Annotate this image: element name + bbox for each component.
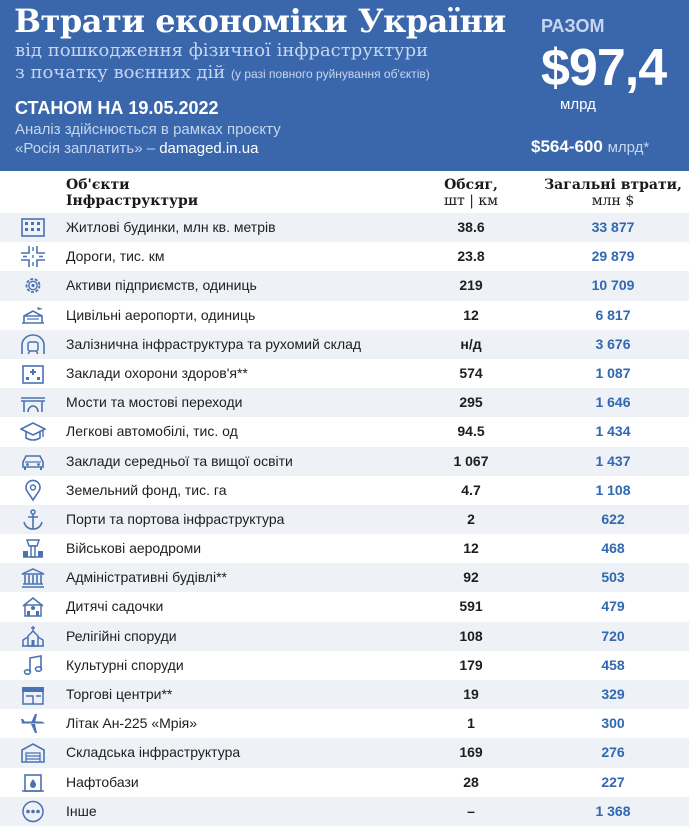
airport-icon xyxy=(20,304,46,327)
table-row xyxy=(0,651,689,680)
oil-tank-icon xyxy=(20,771,46,794)
total-unit: млрд xyxy=(560,96,596,113)
table-row xyxy=(0,330,689,359)
shopping-center-icon xyxy=(20,683,46,706)
warehouse-icon xyxy=(20,741,46,764)
row-name: Цивільні аеропорти, одиниць xyxy=(66,306,256,323)
row-name: Порти та портова інфраструктура xyxy=(66,510,285,527)
row-name: Військові аеродроми xyxy=(66,540,202,557)
gear-icon xyxy=(20,274,46,297)
losses-column-header xyxy=(538,177,688,209)
subtitle-note: (у разі повного руйнування об'єктів) xyxy=(231,67,430,81)
table-header xyxy=(0,171,689,213)
row-volume: 179 xyxy=(459,656,483,673)
row-losses: 227 xyxy=(601,773,625,790)
row-volume: 591 xyxy=(459,598,483,615)
train-tunnel-icon xyxy=(20,333,46,356)
table-row xyxy=(0,271,689,300)
row-name: Релігійні споруди xyxy=(66,627,177,644)
kindergarten-icon xyxy=(20,595,46,618)
row-volume: 12 xyxy=(463,306,479,323)
row-losses: 503 xyxy=(601,569,625,586)
row-name: Залізнична інфраструктура та рухомий склад xyxy=(66,335,362,352)
losses-header-line-2: млн $ xyxy=(591,193,635,209)
table-row xyxy=(0,242,689,271)
apartment-building-icon xyxy=(20,216,46,239)
row-losses: 10 709 xyxy=(591,277,635,294)
table-row xyxy=(0,476,689,505)
objects-header-line-1: Об'єкти xyxy=(66,177,130,193)
row-losses: 1 108 xyxy=(595,481,631,498)
music-note-icon xyxy=(20,654,46,677)
row-name: Інше xyxy=(66,802,97,819)
row-name: Житлові будинки, млн кв. метрів xyxy=(66,219,276,235)
row-name: Літак Ан-225 «Мрія» xyxy=(66,715,198,732)
volume-header-line-1: Обсяг, xyxy=(444,177,498,193)
project-site-link[interactable]: damaged.in.ua xyxy=(159,140,259,157)
administrative-building-icon xyxy=(20,566,46,589)
total-range-unit: млрд* xyxy=(607,139,650,156)
table-row xyxy=(0,447,689,476)
subtitle-line-2-text: з початку воєнних дій xyxy=(15,62,226,83)
table-row xyxy=(0,505,689,534)
table-row xyxy=(0,797,689,826)
church-icon xyxy=(20,625,46,648)
row-losses: 276 xyxy=(601,744,625,761)
row-volume: 4.7 xyxy=(461,481,481,498)
objects-column-header xyxy=(66,177,198,209)
row-name: Нафтобази xyxy=(66,773,139,790)
row-losses: 3 676 xyxy=(595,335,631,352)
row-name: Заклади середньої та вищої освіти xyxy=(66,452,293,469)
row-name: Складська інфраструктура xyxy=(66,744,241,761)
bridge-icon xyxy=(20,391,46,414)
row-name: Торгові центри** xyxy=(66,686,173,702)
airplane-icon xyxy=(20,712,46,735)
infrastructure-table xyxy=(0,213,689,826)
total-range xyxy=(531,137,649,157)
objects-header-line-2: Інфраструктури xyxy=(66,193,199,209)
more-icon xyxy=(20,800,46,823)
row-volume: 12 xyxy=(463,540,479,557)
row-volume: 574 xyxy=(459,364,483,381)
row-name: Культурні споруди xyxy=(66,656,184,673)
row-volume: 92 xyxy=(463,569,479,586)
total-range-value: $564-600 xyxy=(531,137,603,156)
control-tower-icon xyxy=(20,537,46,560)
analysis-project: «Росія заплатить» – xyxy=(15,140,160,157)
row-losses: 458 xyxy=(601,656,625,673)
table-row xyxy=(0,563,689,592)
infographic-header xyxy=(0,0,689,171)
map-pin-icon xyxy=(20,479,46,502)
row-losses: 1 434 xyxy=(595,423,631,440)
row-name: Легкові автомобілі, тис. од xyxy=(66,423,238,440)
row-losses: 1 368 xyxy=(595,802,631,819)
row-losses: 6 817 xyxy=(595,306,631,323)
row-volume: 108 xyxy=(459,627,483,644)
car-icon xyxy=(20,450,46,473)
volume-header-line-2: шт | км xyxy=(443,193,499,209)
hospital-icon xyxy=(20,362,46,385)
row-volume: 1 xyxy=(467,715,475,732)
table-row xyxy=(0,738,689,767)
row-name: Заклади охорони здоров'я** xyxy=(66,364,248,381)
row-volume: – xyxy=(467,802,475,819)
total-label: РАЗОМ xyxy=(541,16,605,36)
table-row xyxy=(0,359,689,388)
row-name: Активи підприємств, одиниць xyxy=(66,277,257,294)
total-value: $97,4 xyxy=(541,39,667,97)
graduation-cap-icon xyxy=(20,420,46,443)
losses-header-line-1: Загальні втрати, xyxy=(544,177,682,193)
row-name: Земельний фонд, тис. га xyxy=(66,481,227,498)
row-losses: 720 xyxy=(601,627,625,644)
table-row xyxy=(0,768,689,797)
table-row xyxy=(0,592,689,621)
row-losses: 1 437 xyxy=(595,452,631,469)
row-volume: 23.8 xyxy=(457,248,485,265)
row-volume: 94.5 xyxy=(457,423,485,440)
row-name: Дитячі садочки xyxy=(66,598,164,615)
row-volume: 2 xyxy=(467,510,475,527)
table-row xyxy=(0,534,689,563)
analysis-line-1: Аналіз здійснюється в рамках проєкту xyxy=(15,121,281,138)
row-volume: 295 xyxy=(459,394,483,411)
table-row xyxy=(0,417,689,446)
table-row xyxy=(0,680,689,709)
table-row xyxy=(0,388,689,417)
table-row xyxy=(0,709,689,738)
table-row xyxy=(0,301,689,330)
row-name: Дороги, тис. км xyxy=(66,248,165,265)
row-volume: н/д xyxy=(460,335,482,352)
row-losses: 1 646 xyxy=(595,394,631,411)
table-row xyxy=(0,213,689,242)
row-losses: 33 877 xyxy=(591,219,635,235)
anchor-icon xyxy=(20,508,46,531)
row-losses: 479 xyxy=(601,598,625,615)
page-title: Втрати економіки України xyxy=(14,2,506,40)
row-volume: 28 xyxy=(463,773,479,790)
volume-column-header xyxy=(428,177,514,209)
row-name: Адміністративні будівлі** xyxy=(66,569,227,586)
row-name: Мости та мостові переходи xyxy=(66,394,243,411)
row-losses: 468 xyxy=(601,540,625,557)
analysis-line-2 xyxy=(15,139,258,159)
row-volume: 38.6 xyxy=(457,219,485,235)
subtitle-line-2 xyxy=(15,62,430,85)
as-of-date: СТАНОМ НА 19.05.2022 xyxy=(15,98,219,118)
row-losses: 622 xyxy=(601,510,625,527)
table-row xyxy=(0,622,689,651)
road-icon xyxy=(20,245,46,268)
row-losses: 329 xyxy=(601,686,625,702)
row-volume: 1 067 xyxy=(453,452,489,469)
row-volume: 169 xyxy=(459,744,483,761)
row-losses: 29 879 xyxy=(591,248,635,265)
subtitle-line-1: від пошкодження фізичної інфраструктури xyxy=(15,40,429,61)
row-losses: 300 xyxy=(601,715,625,732)
row-volume: 219 xyxy=(459,277,483,294)
row-volume: 19 xyxy=(463,686,479,702)
row-losses: 1 087 xyxy=(595,364,631,381)
